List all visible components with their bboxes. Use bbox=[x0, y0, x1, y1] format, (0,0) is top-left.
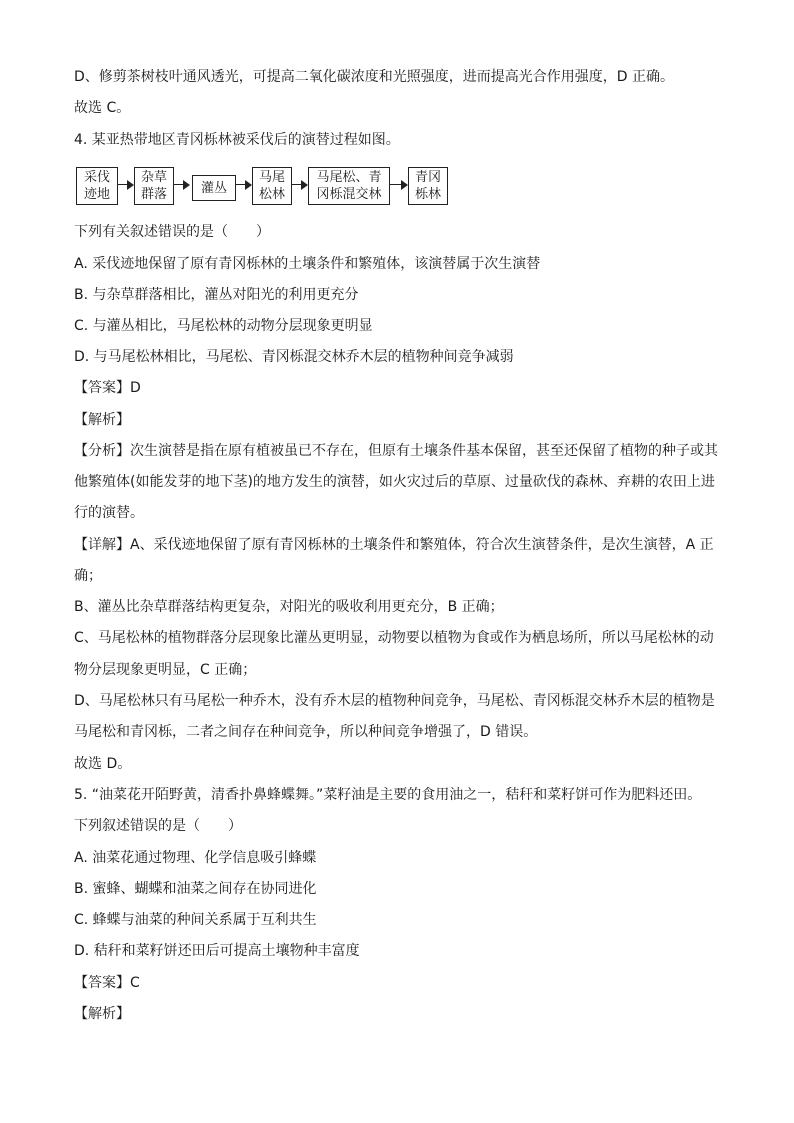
stage-label: 松林 bbox=[258, 187, 285, 202]
analysis-heading: 【解析】 bbox=[74, 412, 130, 428]
choice-line: 故选 D。 bbox=[74, 756, 132, 772]
stage-box bbox=[76, 167, 118, 205]
stage-box bbox=[408, 167, 448, 205]
detail-text: D、马尾松林只有马尾松一种乔木，没有乔木层的植物种间竞争，马尾松、青冈栎混交林乔木层的植物是 bbox=[74, 693, 715, 709]
text-line: D、修剪茶树枝叶通风透光，可提高二氧化碳浓度和光照强度，进而提高光合作用强度，D 正确。 bbox=[74, 69, 675, 85]
succession-diagram bbox=[74, 163, 474, 207]
option-c: C. 蜂蝶与油菜的种间关系属于互利共生 bbox=[74, 912, 317, 928]
detail-text: B、灌丛比杂草群落结构更复杂，对阳光的吸收利用更充分，B 正确； bbox=[74, 599, 504, 615]
analysis-heading: 【解析】 bbox=[74, 1006, 130, 1022]
stage-label: 采伐 bbox=[83, 170, 110, 185]
detail-text: 物分层现象更明显，C 正确； bbox=[74, 662, 257, 678]
arrow-icon bbox=[118, 180, 134, 190]
detail-text: C、马尾松林的植物群落分层现象比灌丛更明显，动物要以植物为食或作为栖息场所，所以马尾松林的动 bbox=[74, 630, 714, 646]
stage-box bbox=[252, 167, 292, 205]
analysis-text: 行的演替。 bbox=[74, 505, 144, 521]
stage-label: 马尾 bbox=[258, 170, 285, 185]
option-d: D. 与马尾松林相比，马尾松、青冈栎混交林乔木层的植物种间竞争减弱 bbox=[74, 349, 514, 365]
arrow-icon bbox=[236, 180, 252, 190]
stage-label: 迹地 bbox=[83, 187, 110, 202]
question-5-stem: 5. “油菜花开陌野黄，清香扑鼻蜂蝶舞。”菜籽油是主要的食用油之一，秸秆和菜籽饼可作为肥料还田。 bbox=[74, 787, 702, 803]
arrow-icon bbox=[292, 180, 308, 190]
option-d: D. 秸秆和菜籽饼还田后可提高土壤物种丰富度 bbox=[74, 943, 360, 959]
question-prompt: 下列有关叙述错误的是（ ） bbox=[74, 224, 270, 240]
analysis-text: 他繁殖体(如能发芽的地下茎)的地方发生的演替，如火灾过后的草原、过量砍伐的森林、弃耕的农田上进 bbox=[74, 474, 715, 490]
stage-label: 群落 bbox=[140, 187, 167, 202]
option-a: A. 采伐迹地保留了原有青冈栎林的土壤条件和繁殖体，该演替属于次生演替 bbox=[74, 256, 541, 272]
stage-label: 杂草 bbox=[140, 170, 167, 185]
detail-text: 确； bbox=[74, 568, 102, 584]
option-b: B. 与杂草群落相比，灌丛对阳光的利用更充分 bbox=[74, 287, 359, 303]
stage-label: 栎林 bbox=[414, 187, 441, 202]
text-line: 故选 C。 bbox=[74, 100, 131, 116]
stage-box bbox=[192, 175, 236, 201]
detail-text: 【详解】A、采伐迹地保留了原有青冈栎林的土壤条件和繁殖体，符合次生演替条件，是次生演替，A 正 bbox=[74, 537, 714, 553]
answer-line: 【答案】D bbox=[74, 380, 141, 396]
question-4-stem: 4. 某亚热带地区青冈栎林被采伐后的演替过程如图。 bbox=[74, 132, 400, 148]
option-b: B. 蜜蜂、蝴蝶和油菜之间存在协同进化 bbox=[74, 881, 317, 897]
question-prompt: 下列叙述错误的是（ ） bbox=[74, 818, 242, 834]
arrow-icon bbox=[174, 180, 190, 190]
stage-box bbox=[308, 167, 390, 205]
stage-label: 青冈 bbox=[414, 170, 441, 185]
arrow-icon bbox=[390, 180, 408, 190]
option-c: C. 与灌丛相比，马尾松林的动物分层现象更明显 bbox=[74, 318, 373, 334]
stage-label: 灌丛 bbox=[200, 180, 227, 196]
stage-box bbox=[134, 167, 174, 205]
option-a: A. 油菜花通过物理、化学信息吸引蜂蝶 bbox=[74, 850, 317, 866]
answer-line: 【答案】C bbox=[74, 975, 140, 991]
detail-text: 马尾松和青冈栎，二者之间存在种间竞争，所以种间竞争增强了，D 错误。 bbox=[74, 724, 538, 740]
stage-label: 马尾松、青 bbox=[316, 170, 382, 185]
analysis-text: 【分析】次生演替是指在原有植被虽已不存在，但原有土壤条件基本保留，甚至还保留了植物的种子或其 bbox=[74, 443, 718, 459]
stage-label: 冈栎混交林 bbox=[316, 187, 382, 202]
